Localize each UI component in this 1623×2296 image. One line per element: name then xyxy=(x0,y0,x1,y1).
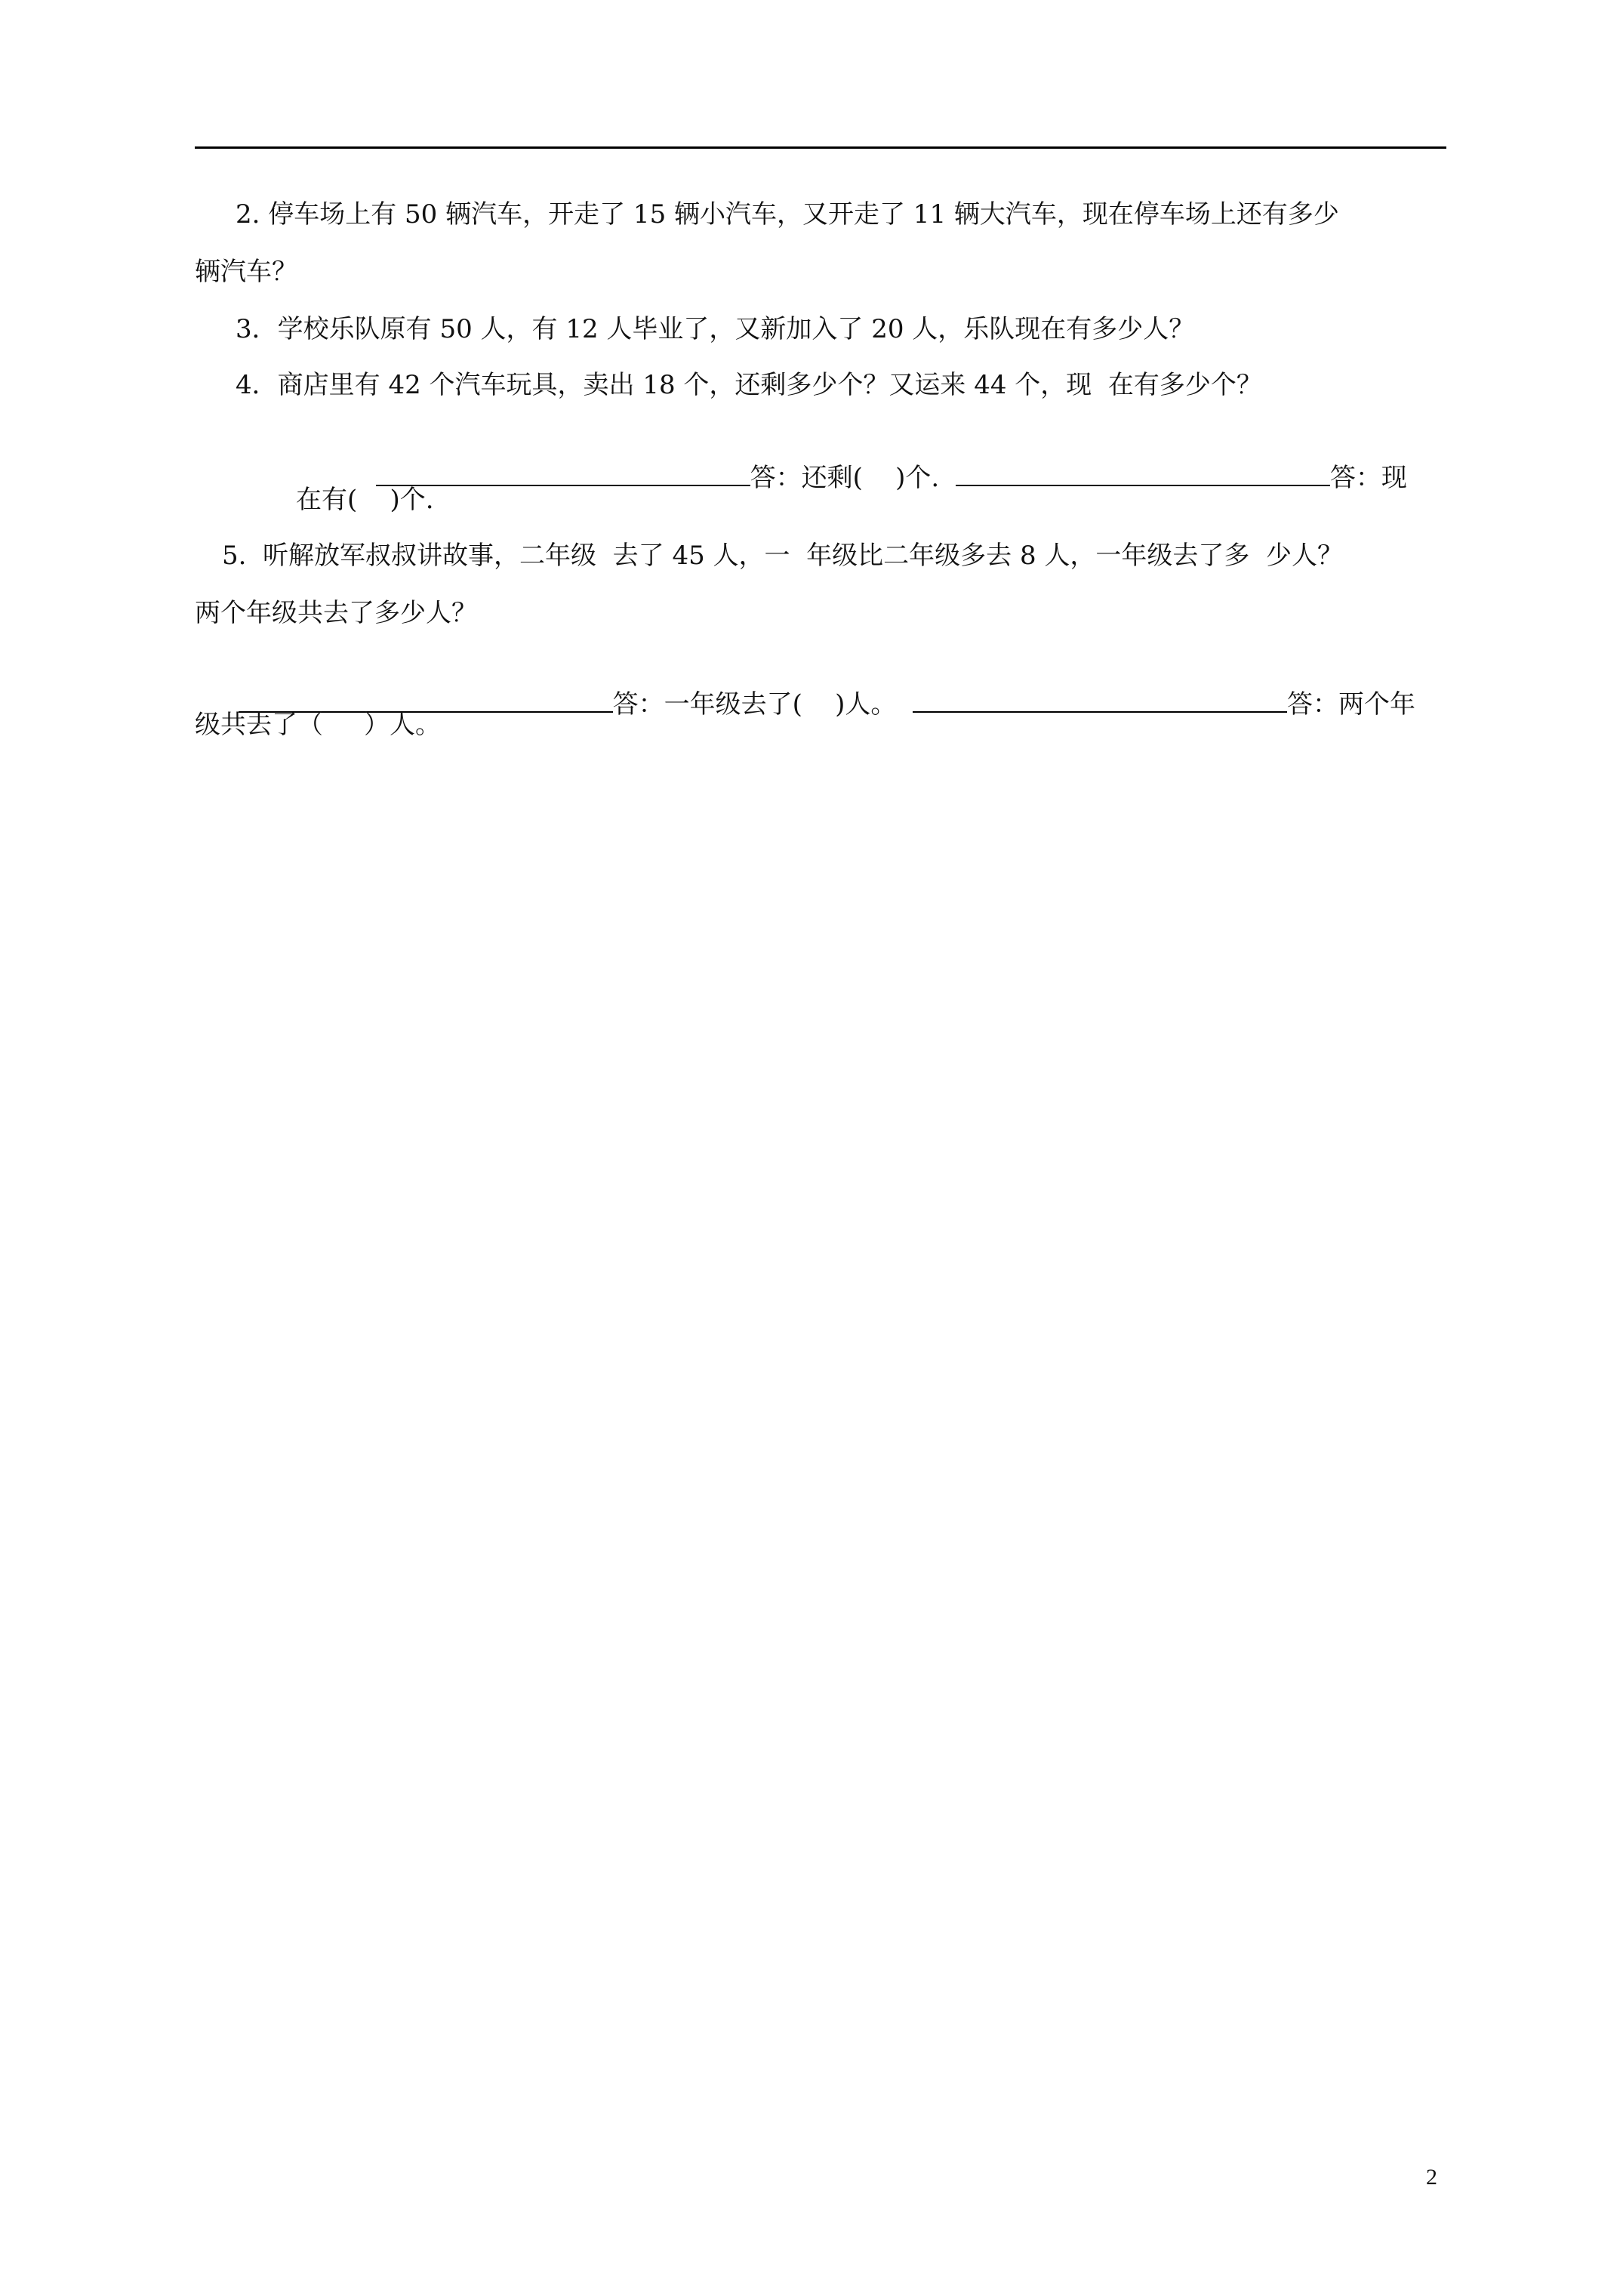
problem-5-answer-2-start: 答：两个年 xyxy=(1287,689,1416,720)
problem-5-answer-continued: 级共去了（ ）人。 xyxy=(195,710,442,740)
problem-4-line-1: 4．商店里有 42 个汽车玩具，卖出 18 个，还剩多少个？又运来 44 个，现 在有多少个？ xyxy=(236,370,1262,400)
answer-blank[interactable] xyxy=(913,686,1287,713)
problem-5-answer-1: 答：一年级去了( )人。 xyxy=(612,689,897,720)
problem-2-line-2: 辆汽车？ xyxy=(195,257,297,287)
problem-4-answer-1: 答：还剩( )个. xyxy=(750,463,940,493)
problem-5-line-1: 5. 听解放军叔叔讲故事，二年级 去了 45 人，一 年级比二年级多去 8 人，一年级去了多 少人？ xyxy=(222,541,1344,571)
header-rule xyxy=(195,146,1446,149)
page-number: 2 xyxy=(1426,2165,1437,2190)
problem-3-line-1: 3．学校乐队原有 50 人，有 12 人毕业了，又新加入了 20 人，乐队现在有多少人？ xyxy=(236,314,1195,344)
answer-blank[interactable] xyxy=(956,459,1330,486)
problem-4-answer-continued: 在有( )个. xyxy=(296,485,434,515)
problem-4-answer-line xyxy=(359,426,1407,495)
problem-5-line-2: 两个年级共去了多少人？ xyxy=(195,598,477,628)
answer-blank[interactable] xyxy=(376,459,750,486)
problem-4-answer-2-start: 答：现 xyxy=(1329,463,1407,493)
problem-2-line-1: 2. 停车场上有 50 辆汽车，开走了 15 辆小汽车，又开走了 11 辆大汽车，现在停车场上还有多少 xyxy=(236,199,1339,230)
